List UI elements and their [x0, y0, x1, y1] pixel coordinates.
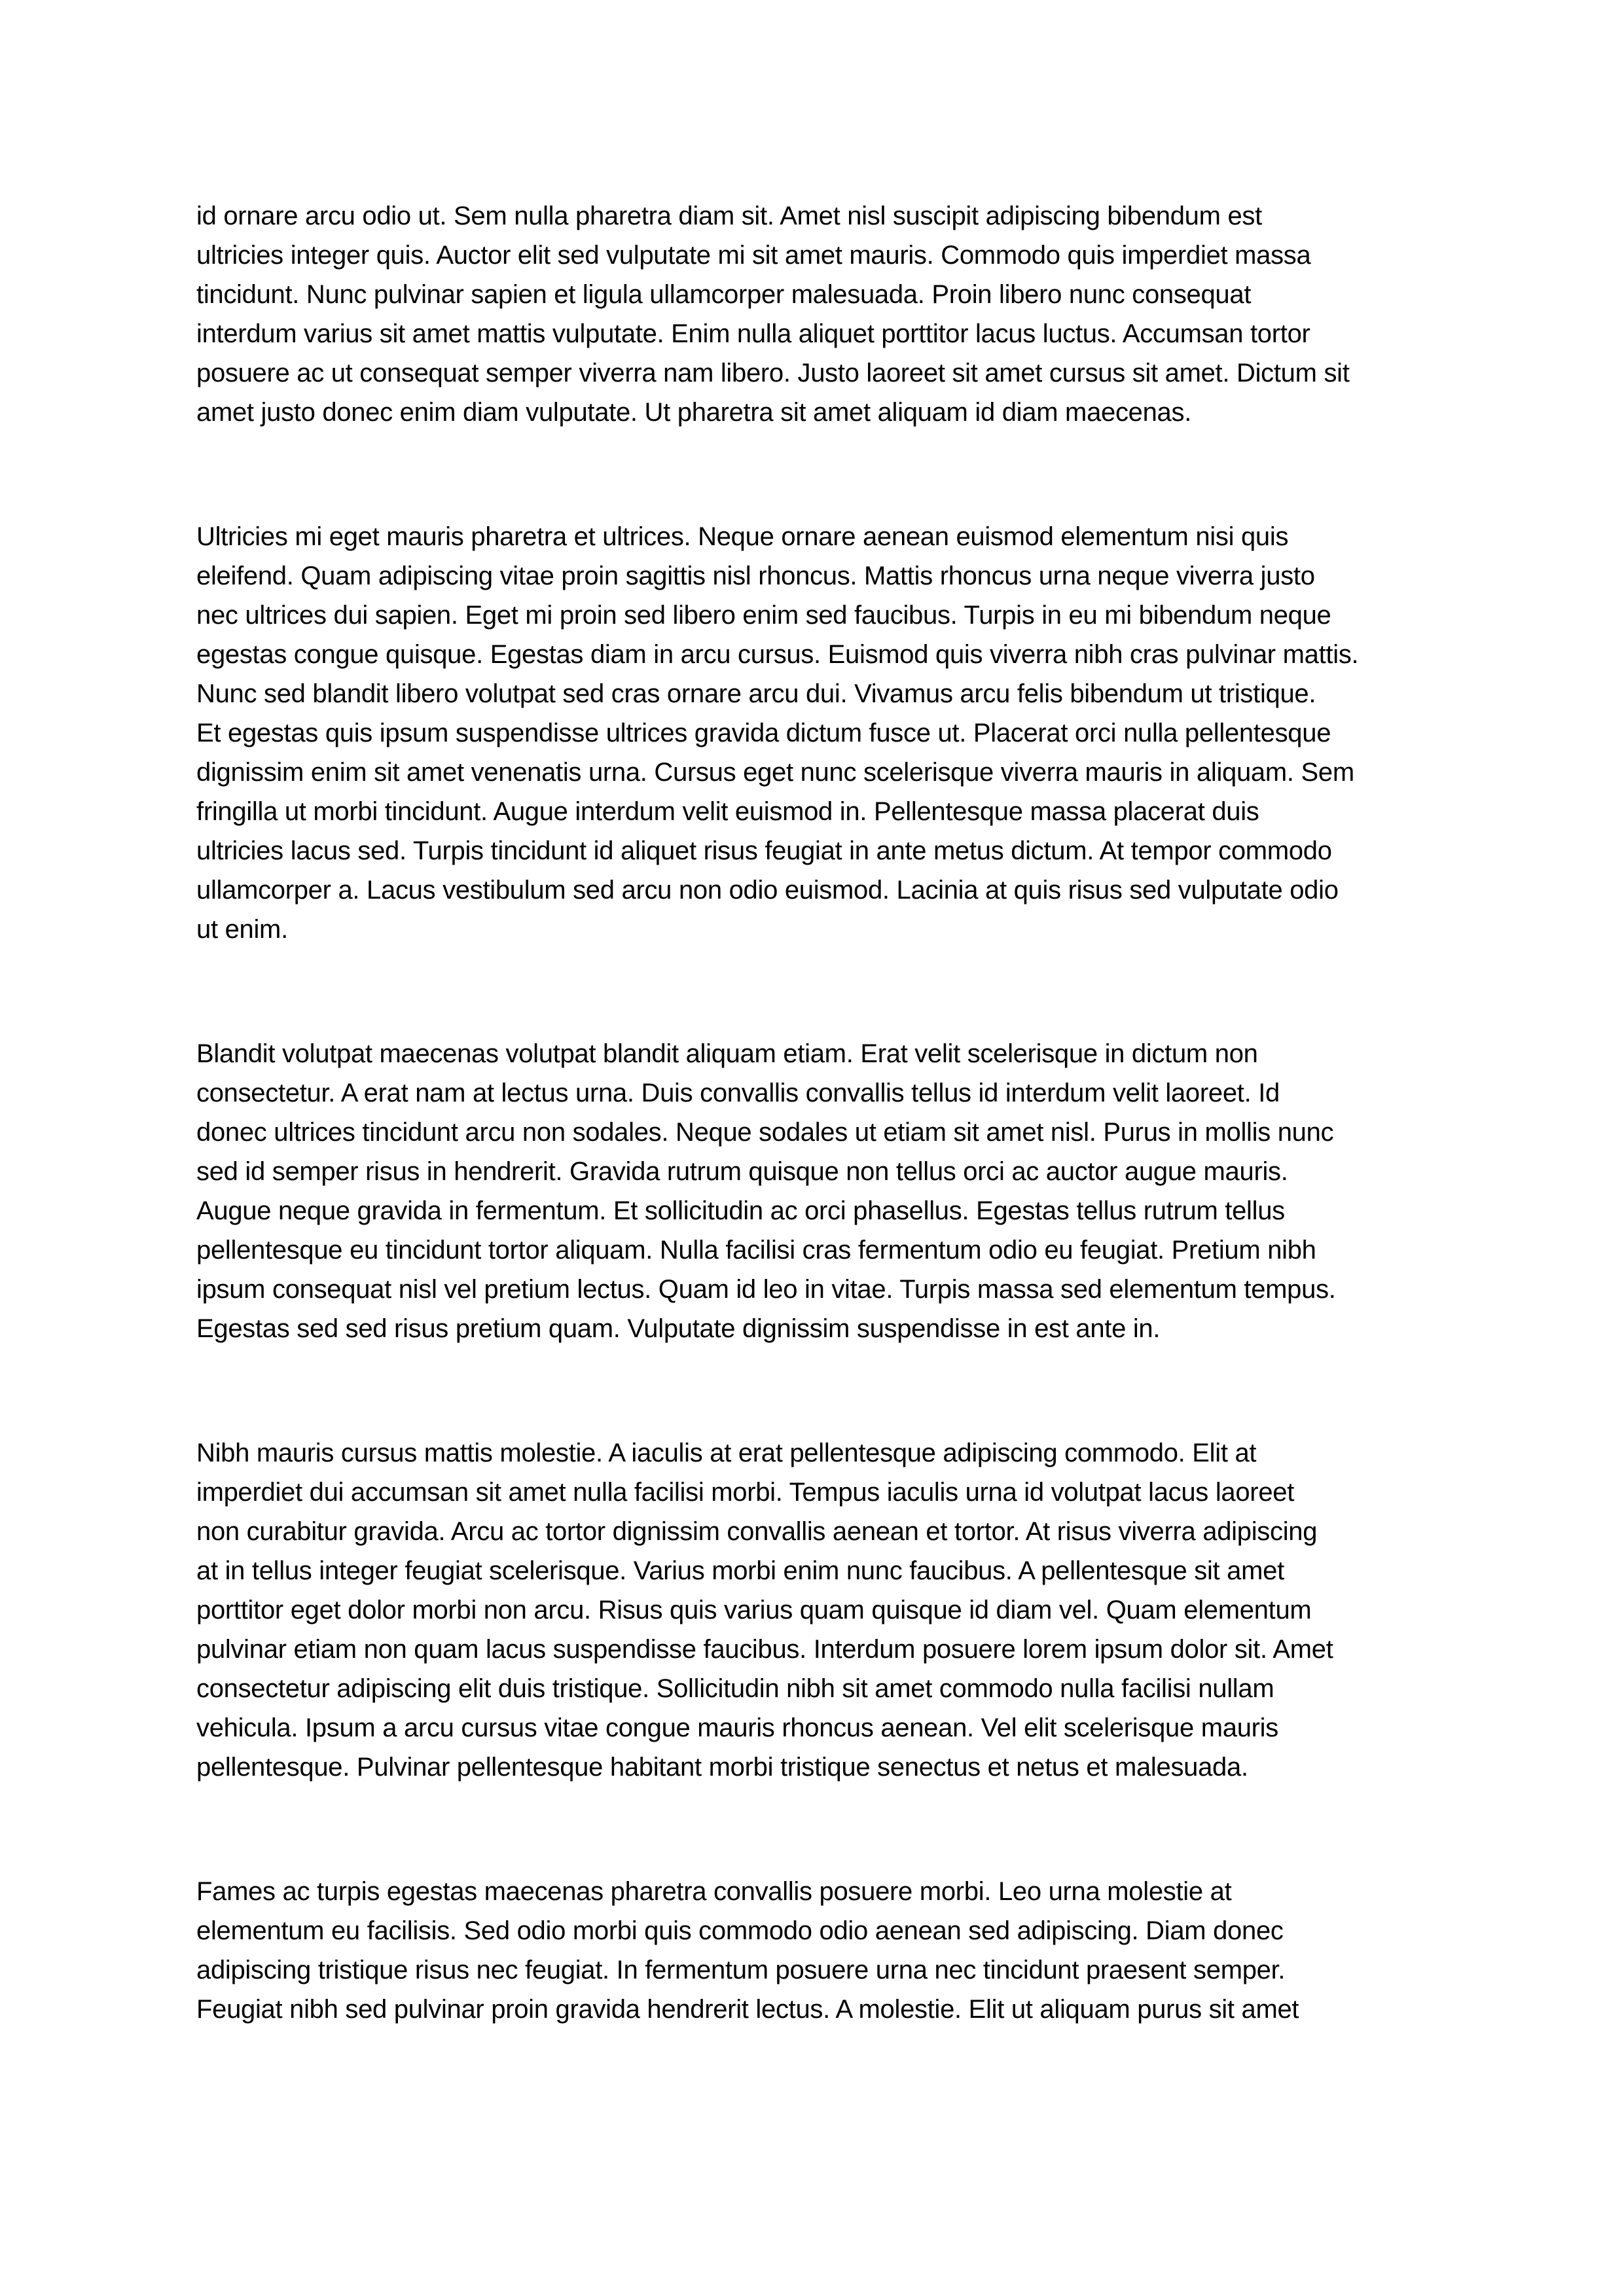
text-line: Blandit volutpat maecenas volutpat blandit aliquam etiam. Erat velit scelerisque in dictum non — [196, 1039, 1258, 1068]
paragraph-1 — [196, 196, 1464, 432]
text-line: sed id semper risus in hendrerit. Gravida rutrum quisque non tellus orci ac auctor augue mauris. — [196, 1157, 1288, 1186]
text-line: non curabitur gravida. Arcu ac tortor dignissim convallis aenean et tortor. At risus viverra adipiscing — [196, 1517, 1318, 1546]
text-line: Augue neque gravida in fermentum. Et sollicitudin ac orci phasellus. Egestas tellus rutrum tellus — [196, 1196, 1285, 1225]
text-line: interdum varius sit amet mattis vulputate. Enim nulla aliquet porttitor lacus luctus. Accumsan tortor — [196, 319, 1310, 348]
text-line: consectetur adipiscing elit duis tristique. Sollicitudin nibh sit amet commodo nulla facilisi nullam — [196, 1674, 1274, 1703]
paragraph-3 — [196, 1034, 1464, 1348]
text-line: Et egestas quis ipsum suspendisse ultrices gravida dictum fusce ut. Placerat orci nulla pellentesque — [196, 719, 1331, 747]
text-line: ipsum consequat nisl vel pretium lectus. Quam id leo in vitae. Turpis massa sed elementum tempus. — [196, 1275, 1336, 1304]
text-line: porttitor eget dolor morbi non arcu. Risus quis varius quam quisque id diam vel. Quam elementum — [196, 1596, 1312, 1624]
paragraph-4 — [196, 1433, 1464, 1787]
text-line: dignissim enim sit amet venenatis urna. Cursus eget nunc scelerisque viverra mauris in aliquam. Sem — [196, 758, 1354, 787]
text-line: Nibh mauris cursus mattis molestie. A iaculis at erat pellentesque adipiscing commodo. Elit at — [196, 1439, 1257, 1467]
text-line: Ultricies mi eget mauris pharetra et ultrices. Neque ornare aenean euismod elementum nisi quis — [196, 522, 1289, 551]
text-line: posuere ac ut consequat semper viverra nam libero. Justo laoreet sit amet cursus sit amet. Dictum sit — [196, 359, 1350, 387]
text-line: donec ultrices tincidunt arcu non sodales. Neque sodales ut etiam sit amet nisl. Purus in mollis nunc — [196, 1118, 1334, 1147]
text-line: pellentesque. Pulvinar pellentesque habitant morbi tristique senectus et netus et malesuada. — [196, 1753, 1248, 1782]
text-line: Feugiat nibh sed pulvinar proin gravida hendrerit lectus. A molestie. Elit ut aliquam purus sit amet — [196, 1995, 1299, 2024]
text-line: id ornare arcu odio ut. Sem nulla pharetra diam sit. Amet nisl suscipit adipiscing bibendum est — [196, 202, 1262, 230]
text-line: eleifend. Quam adipiscing vitae proin sagittis nisl rhoncus. Mattis rhoncus urna neque viverra justo — [196, 562, 1315, 590]
text-line: nec ultrices dui sapien. Eget mi proin sed libero enim sed faucibus. Turpis in eu mi bibendum neque — [196, 601, 1331, 630]
text-line: ultricies integer quis. Auctor elit sed vulputate mi sit amet mauris. Commodo quis imperdiet massa — [196, 241, 1311, 270]
text-line: ullamcorper a. Lacus vestibulum sed arcu non odio euismod. Lacinia at quis risus sed vulputate odio — [196, 876, 1339, 905]
text-line: pellentesque eu tincidunt tortor aliquam. Nulla facilisi cras fermentum odio eu feugiat. Pretium nibh — [196, 1236, 1316, 1265]
text-line: ut enim. — [196, 915, 288, 944]
text-line: ultricies lacus sed. Turpis tincidunt id aliquet risus feugiat in ante metus dictum. At tempor commodo — [196, 836, 1332, 865]
text-line: amet justo donec enim diam vulputate. Ut pharetra sit amet aliquam id diam maecenas. — [196, 398, 1192, 427]
paragraph-2 — [196, 517, 1464, 949]
text-line: consectetur. A erat nam at lectus urna. Duis convallis convallis tellus id interdum velit laoreet. Id — [196, 1079, 1280, 1107]
paragraph-5 — [196, 1872, 1464, 2029]
text-line: pulvinar etiam non quam lacus suspendisse faucibus. Interdum posuere lorem ipsum dolor sit. Amet — [196, 1635, 1333, 1664]
text-line: at in tellus integer feugiat scelerisque. Varius morbi enim nunc faucibus. A pellentesque sit amet — [196, 1556, 1284, 1585]
text-line: egestas congue quisque. Egestas diam in arcu cursus. Euismod quis viverra nibh cras pulvinar mattis. — [196, 640, 1359, 669]
text-line: tincidunt. Nunc pulvinar sapien et ligula ullamcorper malesuada. Proin libero nunc consequat — [196, 280, 1252, 309]
text-line: imperdiet dui accumsan sit amet nulla facilisi morbi. Tempus iaculis urna id volutpat lacus laoreet — [196, 1478, 1295, 1507]
text-line: Nunc sed blandit libero volutpat sed cras ornare arcu dui. Vivamus arcu felis bibendum ut tristique. — [196, 679, 1316, 708]
text-line: Fames ac turpis egestas maecenas pharetra convallis posuere morbi. Leo urna molestie at — [196, 1877, 1232, 1906]
text-line: elementum eu facilisis. Sed odio morbi quis commodo odio aenean sed adipiscing. Diam donec — [196, 1916, 1284, 1945]
text-line: Egestas sed sed risus pretium quam. Vulputate dignissim suspendisse in est ante in. — [196, 1314, 1161, 1343]
document-body-text — [196, 196, 1464, 2029]
text-line: fringilla ut morbi tincidunt. Augue interdum velit euismod in. Pellentesque massa placerat duis — [196, 797, 1259, 826]
text-line: adipiscing tristique risus nec feugiat. In fermentum posuere urna nec tincidunt praesent semper. — [196, 1956, 1286, 1984]
text-line: vehicula. Ipsum a arcu cursus vitae congue mauris rhoncus aenean. Vel elit scelerisque mauris — [196, 1713, 1278, 1742]
